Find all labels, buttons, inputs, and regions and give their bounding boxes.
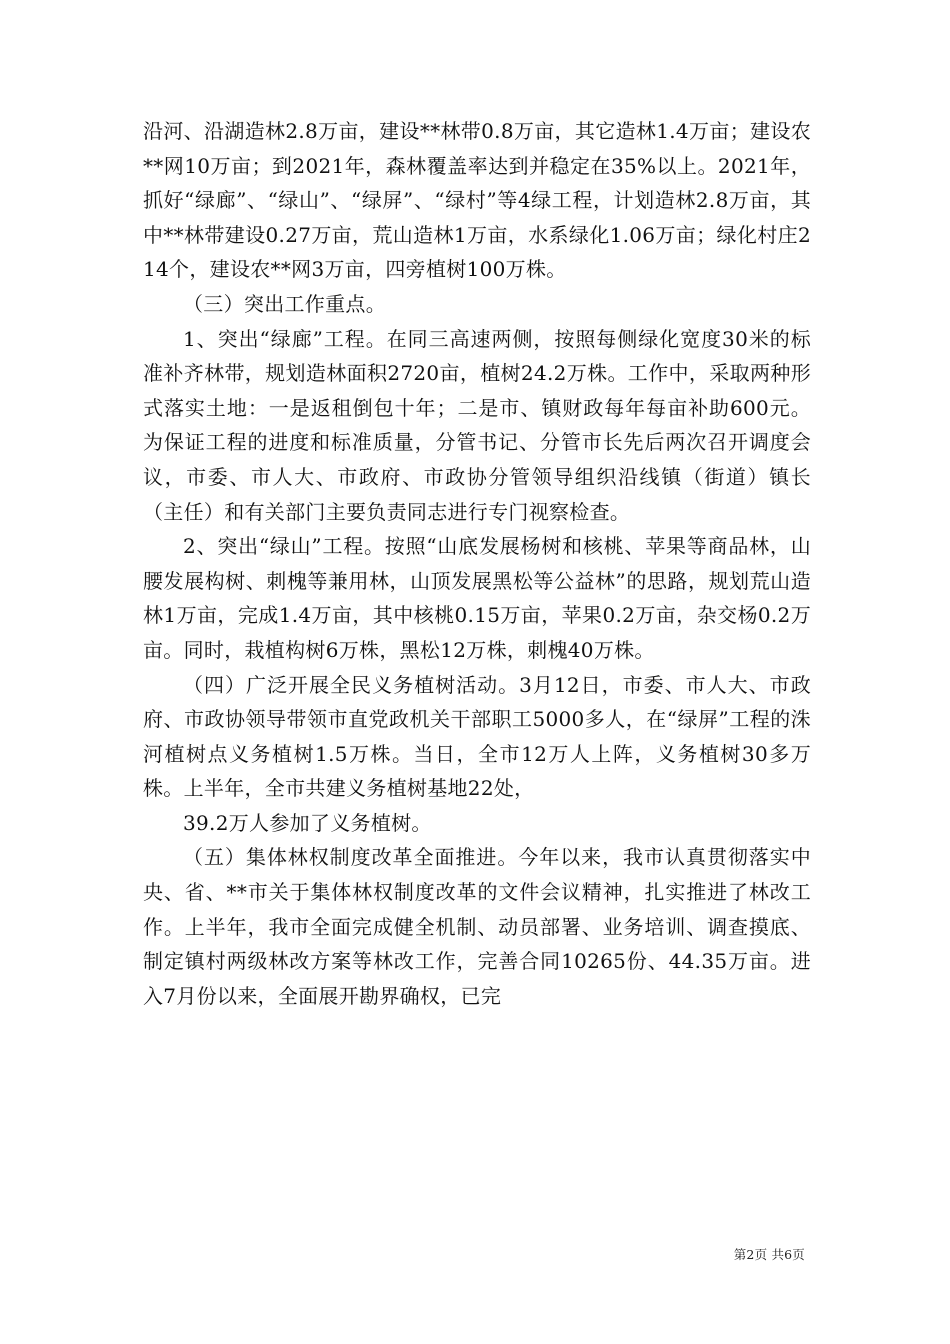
paragraph-continuation: 沿河、沿湖造林2.8万亩，建设**林带0.8万亩，其它造林1.4万亩；建设农**网10万亩；到2021年，森林覆盖率达到并稳定在35%以上。2021年，抓好“绿廊”、“绿山”、“绿屏”、“绿村”等4绿工程，计划造林2.8万亩，其中**林带建设0.27万亩，荒山造林1万亩，水系绿化1.06万亩；绿化村庄214个，建设农**网3万亩，四旁植树100万株。 (143, 119, 811, 282)
paragraph-forest-reform: （五）集体林权制度改革全面推进。今年以来，我市认真贯彻落实中央、省、**市关于集体林权制度改革的文件会议精神，扎实推进了林改工作。上半年，我市全面完成健全机制、动员部署、业务培训、调查摸底、制定镇村两级林改方案等林改工作，完善合同10265份、44.35万亩。进入7月份以来，全面展开勘界确权，已完 (143, 845, 811, 1008)
paragraph-voluntary-planting: （四）广泛开展全民义务植树活动。3月12日，市委、市人大、市政府、市政协领导带领市直党政机关干部职工5000多人，在“绿屏”工程的洙河植树点义务植树1.5万株。当日，全市12万人上阵，义务植树30多万株。上半年，全市共建义务植树基地22处， (143, 672, 811, 801)
paragraph-voluntary-participants: 39.2万人参加了义务植树。 (183, 810, 432, 835)
paragraph-green-mountain: 2、突出“绿山”工程。按照“山底发展杨树和核桃、苹果等商品林，山腰发展构树、刺槐等兼用林，山顶发展黑松等公益林”的思路，规划荒山造林1万亩，完成1.4万亩，其中核桃0.15万亩，苹果0.2万亩，杂交杨0.2万亩。同时，栽植构树6万株，黑松12万株，刺槐40万株。 (143, 534, 811, 662)
paragraph-green-corridor: 1、突出“绿廊”工程。在同三高速两侧，按照每侧绿化宽度30米的标准补齐林带，规划造林面积2720亩，植树24.2万株。工作中，采取两种形式落实土地：一是返租倒包十年；二是市、镇财政每年每亩补助600元。为保证工程的进度和标准质量，分管书记、分管市长先后两次召开调度会议，市委、市人大、市政府、市政协分管领导组织沿线镇（街道）镇长（主任）和有关部门主要负责同志进行专门视察检查。 (143, 326, 811, 524)
section-heading-3: （三）突出工作重点。 (183, 291, 386, 316)
document-body (143, 114, 811, 1013)
page-number: 第2页 共6页 (733, 1247, 805, 1262)
